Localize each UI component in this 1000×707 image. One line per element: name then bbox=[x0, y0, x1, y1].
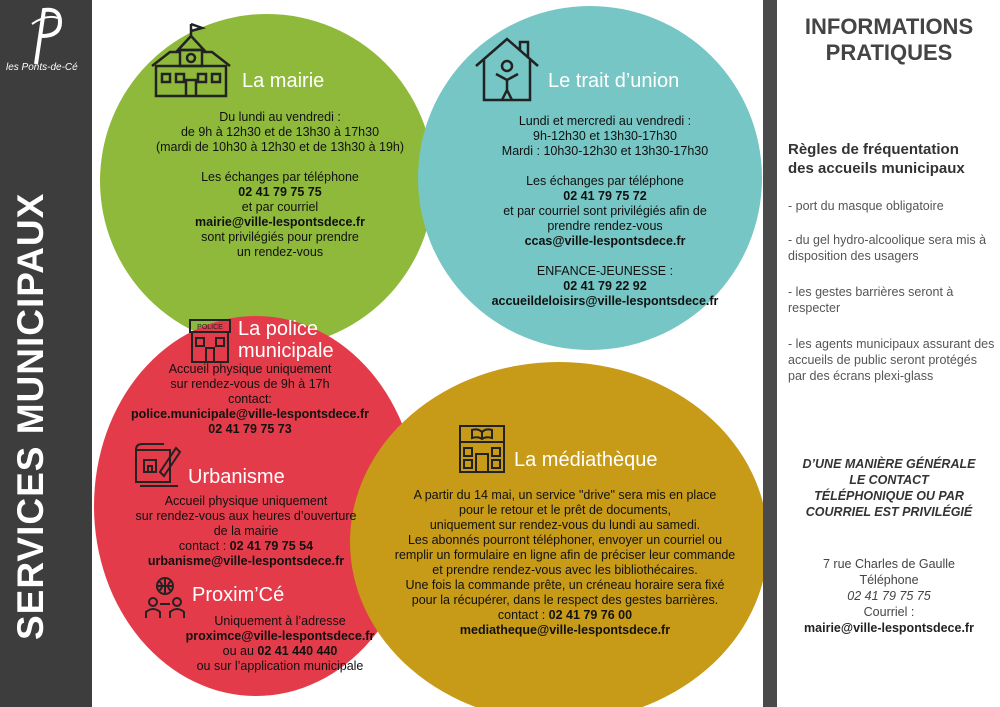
mairie-end1: sont privilégiés pour prendre bbox=[201, 230, 359, 244]
mairie-phone-intro: Les échanges par téléphone bbox=[201, 170, 359, 184]
info-title bbox=[782, 14, 996, 66]
rules-title bbox=[788, 140, 996, 178]
contact-block bbox=[782, 556, 996, 636]
trait-email[interactable]: ccas@ville-lespontsdece.fr bbox=[524, 234, 686, 248]
enfance-phone[interactable]: 02 41 79 22 92 bbox=[563, 279, 647, 293]
proximce-email[interactable]: proximce@ville-lespontsdece.fr bbox=[185, 629, 375, 643]
column-divider bbox=[763, 0, 777, 707]
police-title bbox=[238, 318, 334, 362]
general-line: D’UNE MANIÈRE GÉNÉRALE bbox=[802, 457, 976, 471]
proximce-text bbox=[170, 614, 390, 674]
mairie-email[interactable]: mairie@ville-lespontsdece.fr bbox=[195, 215, 365, 229]
trait-union-text bbox=[470, 114, 740, 309]
flyer: les Ponts-de-Cé SERVICES MUNICIPAUX La mairie Du lundi au vendredi : de 9h à 12h30 et de 13h30 à 17h30 (mardi de 10h30 à 12h30 et de 13h30 à 19h) Les échanges par téléphone 02 41 79 75 75 et par courriel mairie@ville-lespontsdece.fr sont privilégiés pour prendre un rendez-vous Le trait d’union Lundi et mercredi au vendredi : 9h-12h30 et 13h30-17h30 Mardi : 10h30-12h30 et 13h30-17h30 Les échanges par téléphone 02 41 79 75 72 et par courriel sont privilégiés afin de prendre rendez-vous ccas@ville-lespontsdece.fr ENFANCE-JEUNESSE : 02 41 79 22 92 accueildeloisirs@ville-lespontsdece.fr POLICE La police municipale Accueil physique uniquement sur rendez-vous de 9h à 17h contact: police.municipale@ville-lespontsdece.fr 02 41 79 75 73 Urbanisme Accueil physique uniquement sur rendez-vous aux heures d’ouverture de la mairie contact : 02 41 79 75 54 urbanisme@ville-lespontsdece.fr Proxim’Cé Uniquement à l’adresse proximce@ville-lespontsdece.fr ou au 02 41 440 440 ou sur l’application municipale La médiathèque A partir du 14 mai, un service "drive" sera mis en place pour le retour et le prêt de documents, uniquement sur rendez-vous du lundi au samedi. Les abonnés pourront téléphoner, envoyer un courriel ou remplir un formulaire en ligne afin de préciser leur commande et prendre rendez-vous avec les bibliothécaires. Une fois la commande prête, un créneau horaire sera fixé pour la récupérer, dans le respect des gestes barrières. contact : 02 41 79 76 00 mediatheque@ville-lespontsdece.fr INFORMATIONS PRATIQUES Règles de fréquentation des accueils municipaux - port du masque obligatoire - du gel hydro-alcoolique sera mis à disposition des usagers - les gestes barrières seront à respecter - les agents municipaux assurant des accueils de public seront protégés par des écrans plexi-glass D’UNE MANIÈRE GÉNÉRALE LE CONTACT TÉLÉPHONIQUE OU PAR COURRIEL EST PRIVILÉGIÉ 7 rue Charles de Gaulle Téléphone 02 41 79 75 75 Courriel : mairie@ville-lespontsdece.fr bbox=[0, 0, 1000, 707]
phone-label: Téléphone bbox=[859, 573, 919, 587]
trait-mail-intro1: et par courriel sont privilégiés afin de bbox=[503, 204, 707, 218]
police-email[interactable]: police.municipale@ville-lespontsdece.fr bbox=[131, 407, 369, 421]
general-line: TÉLÉPHONIQUE OU PAR bbox=[814, 489, 964, 503]
mediatheque-line: Les abonnés pourront téléphoner, envoyer un courriel ou bbox=[407, 533, 723, 547]
police-title2: municipale bbox=[238, 340, 334, 362]
mediatheque-line: A partir du 14 mai, un service "drive" sera mis en place bbox=[413, 488, 717, 502]
mail-label: Courriel : bbox=[863, 605, 915, 619]
police-station-icon bbox=[188, 318, 232, 364]
library-icon bbox=[456, 424, 508, 474]
proximce-phone[interactable]: 02 41 440 440 bbox=[257, 644, 338, 658]
police-text bbox=[100, 362, 400, 437]
mediatheque-contact-label: contact : bbox=[497, 608, 546, 622]
trait-line3: Mardi : 10h30-12h30 et 13h30-17h30 bbox=[501, 144, 709, 158]
proximce-line1: Uniquement à l’adresse bbox=[214, 614, 346, 628]
trait-phone[interactable]: 02 41 79 75 72 bbox=[563, 189, 647, 203]
police-line1: Accueil physique uniquement bbox=[168, 362, 332, 376]
enfance-title: ENFANCE-JEUNESSE : bbox=[536, 264, 674, 278]
enfance-email[interactable]: accueildeloisirs@ville-lespontsdece.fr bbox=[491, 294, 719, 308]
police-icon-label: POLICE bbox=[197, 324, 223, 331]
blueprint-icon bbox=[134, 442, 182, 488]
police-phone[interactable]: 02 41 79 75 73 bbox=[208, 422, 292, 436]
mediatheque-title: La médiathèque bbox=[514, 449, 658, 471]
rule-item: - du gel hydro-alcoolique sera mis à disposition des usagers bbox=[788, 233, 987, 263]
urbanisme-email[interactable]: urbanisme@ville-lespontsdece.fr bbox=[147, 554, 345, 568]
rule-item: - port du masque obligatoire bbox=[788, 199, 944, 213]
mairie-mail-intro: et par courriel bbox=[241, 200, 319, 214]
mediatheque-line: Une fois la commande prête, un créneau horaire sera fixé bbox=[405, 578, 725, 592]
address: 7 rue Charles de Gaulle bbox=[822, 557, 956, 571]
info-title1: INFORMATIONS bbox=[804, 14, 974, 39]
mairie-title: La mairie bbox=[242, 70, 325, 92]
police-line3: contact: bbox=[228, 392, 272, 406]
proximce-title: Proxim’Cé bbox=[192, 584, 285, 606]
rules-title2: des accueils municipaux bbox=[788, 160, 965, 177]
police-title1: La police bbox=[238, 318, 319, 340]
rule-item: - les agents municipaux assurant des accueils de public seront protégés par des écrans plexi-glass bbox=[788, 337, 995, 383]
mediatheque-line: pour le retour et le prêt de documents, bbox=[459, 503, 671, 517]
mediatheque-line: remplir un formulaire en ligne afin de préciser leur commande bbox=[394, 548, 736, 562]
mediatheque-line: et prendre rendez-vous avec les bibliothécaires. bbox=[432, 563, 698, 577]
trait-line2: 9h-12h30 et 13h30-17h30 bbox=[533, 129, 677, 143]
urbanisme-title: Urbanisme bbox=[188, 466, 285, 488]
rules-title1: Règles de fréquentation bbox=[788, 141, 959, 158]
urbanisme-line1: Accueil physique uniquement bbox=[164, 494, 328, 508]
house-people-icon bbox=[474, 36, 540, 104]
mairie-phone[interactable]: 02 41 79 75 75 bbox=[238, 185, 322, 199]
proximce-line-end: ou sur l’application municipale bbox=[196, 659, 364, 673]
urbanisme-text bbox=[96, 494, 396, 569]
info-title2: PRATIQUES bbox=[825, 40, 953, 65]
urbanisme-contact-label: contact : bbox=[178, 539, 227, 553]
logo bbox=[0, 0, 92, 98]
urbanisme-line3: de la mairie bbox=[213, 524, 279, 538]
mairie-line1: Du lundi au vendredi : bbox=[219, 110, 341, 124]
trait-union-title: Le trait d’union bbox=[548, 70, 680, 92]
proximce-or-label: ou au bbox=[222, 644, 254, 658]
general-notice bbox=[782, 456, 996, 520]
urbanisme-phone[interactable]: 02 41 79 75 54 bbox=[229, 539, 314, 553]
mediatheque-line: pour la récupérer, dans le respect des gestes barrières. bbox=[411, 593, 719, 607]
info-phone[interactable]: 02 41 79 75 75 bbox=[847, 589, 931, 603]
info-email[interactable]: mairie@ville-lespontsdece.fr bbox=[804, 621, 974, 635]
urbanisme-line2: sur rendez-vous aux heures d’ouverture bbox=[135, 509, 357, 523]
mediatheque-text bbox=[380, 488, 750, 638]
mediatheque-email[interactable]: mediatheque@ville-lespontsdece.fr bbox=[459, 623, 671, 637]
mediatheque-phone[interactable]: 02 41 79 76 00 bbox=[548, 608, 633, 622]
mairie-line3: (mardi de 10h30 à 12h30 et de 13h30 à 19h) bbox=[155, 140, 405, 154]
rule-item: - les gestes barrières seront à respecter bbox=[788, 285, 954, 315]
trait-mail-intro2: prendre rendez-vous bbox=[547, 219, 663, 233]
general-line: LE CONTACT bbox=[849, 473, 929, 487]
trait-phone-intro: Les échanges par téléphone bbox=[526, 174, 684, 188]
mairie-line2: de 9h à 12h30 et de 13h30 à 17h30 bbox=[180, 125, 380, 139]
trait-line1: Lundi et mercredi au vendredi : bbox=[518, 114, 692, 128]
mairie-text bbox=[140, 110, 420, 260]
police-line2: sur rendez-vous de 9h à 17h bbox=[170, 377, 330, 391]
logo-p-icon bbox=[30, 6, 64, 68]
logo-text: les Ponts-de-Cé bbox=[6, 62, 78, 73]
town-hall-icon bbox=[150, 22, 232, 98]
mediatheque-line: uniquement sur rendez-vous du lundi au samedi. bbox=[429, 518, 701, 532]
general-line: COURRIEL EST PRIVILÉGIÉ bbox=[805, 505, 973, 519]
mairie-end2: un rendez-vous bbox=[236, 245, 324, 259]
